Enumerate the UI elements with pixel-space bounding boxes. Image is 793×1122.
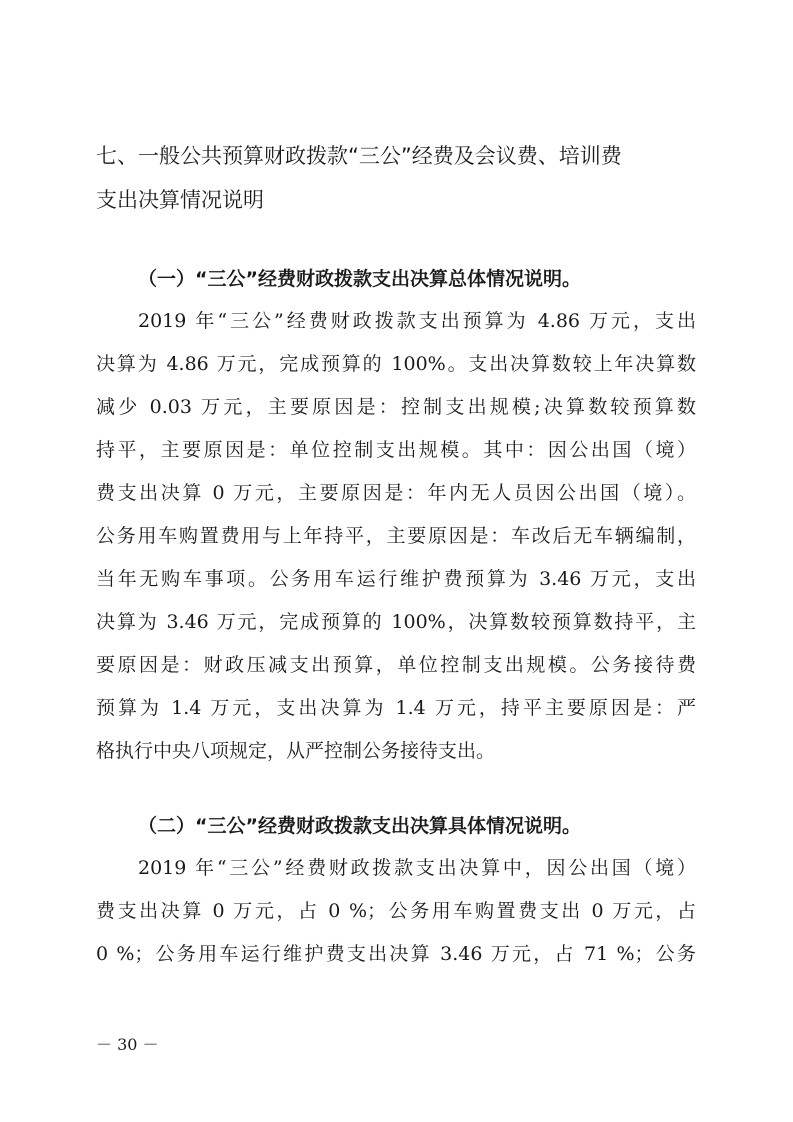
section-title-line-1: 七、一般公共预算财政拨款“三公”经费及会议费、培训费 bbox=[96, 144, 622, 168]
part1-line-2: 决算为 4.86 万元，完成预算的 100%。支出决算数较上年决算数 bbox=[96, 353, 696, 375]
part1-line-6: 公务用车购置费用与上年持平，主要原因是：车改后无车辆编制， bbox=[96, 525, 696, 547]
part1-line-4: 持平，主要原因是：单位控制支出规模。其中：因公出国（境） bbox=[96, 439, 696, 461]
part1-heading: （一）“三公”经费财政拨款支出决算总体情况说明。 bbox=[138, 268, 581, 290]
part2-line-2: 费支出决算 0 万元，占 0 %；公务用车购置费支出 0 万元，占 bbox=[96, 900, 696, 922]
part1-line-8: 决算为 3.46 万元，完成预算的 100%，决算数较预算数持平，主 bbox=[96, 611, 696, 633]
part1-line-7: 当年无购车事项。公务用车运行维护费预算为 3.46 万元，支出 bbox=[96, 568, 696, 590]
part1-line-9: 要原因是：财政压减支出预算，单位控制支出规模。公务接待费 bbox=[96, 654, 696, 676]
part1-line-11: 格执行中央八项规定，从严控制公务接待支出。 bbox=[96, 740, 496, 762]
part2-line-3: 0 %；公务用车运行维护费支出决算 3.46 万元，占 71 %；公务 bbox=[96, 943, 696, 965]
part2-heading: （二）“三公”经费财政拨款支出决算具体情况说明。 bbox=[138, 815, 581, 837]
part1-line-5: 费支出决算 0 万元，主要原因是：年内无人员因公出国（境）。 bbox=[96, 482, 696, 504]
part1-line-1: 2019 年“三公”经费财政拨款支出预算为 4.86 万元，支出 bbox=[138, 310, 696, 332]
section-title-line-2: 支出决算情况说明 bbox=[96, 188, 264, 212]
part1-line-10: 预算为 1.4 万元，支出决算为 1.4 万元，持平主要原因是：严 bbox=[96, 697, 696, 719]
page-number: － 30 － bbox=[96, 1035, 159, 1054]
part1-line-3: 减少 0.03 万元，主要原因是：控制支出规模;决算数较预算数 bbox=[96, 396, 696, 418]
part2-line-1: 2019 年“三公”经费财政拨款支出决算中，因公出国（境） bbox=[138, 857, 696, 879]
